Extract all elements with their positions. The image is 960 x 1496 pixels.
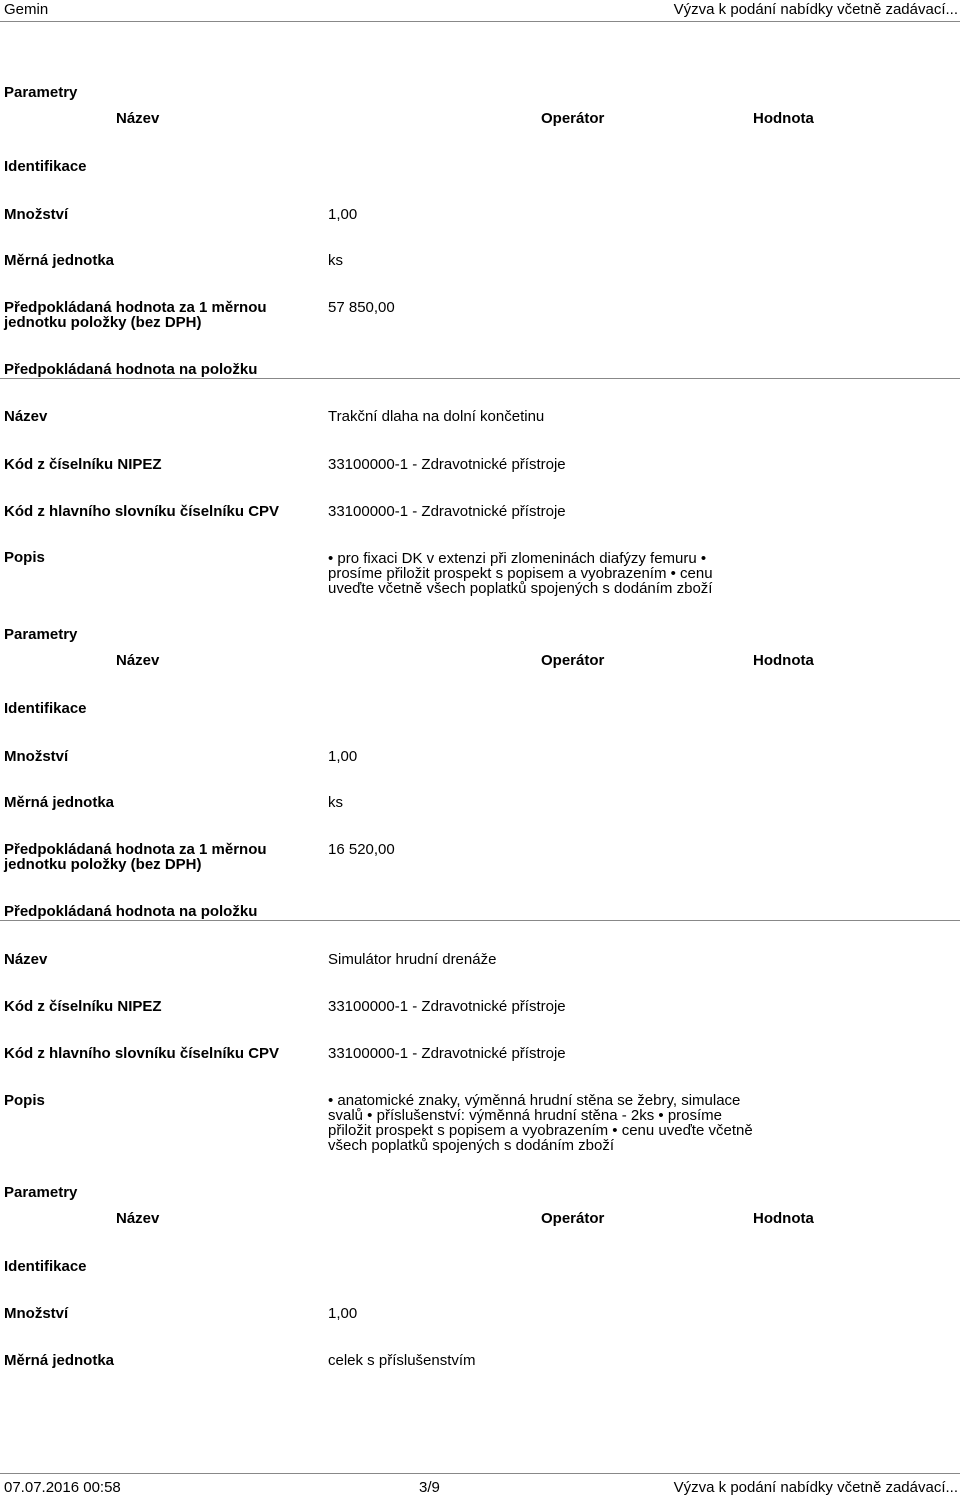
quantity-value: 1,00 — [328, 206, 358, 223]
section-divider — [0, 378, 960, 379]
description-value: • anatomické znaky, výměnná hrudní stěna se žebry, simulace svalů • příslušenství: výměnná hrudní stěna - 2ks • prosíme přiložit prospekt s popisem a vyobrazením • cenu uveďte včetně všech poplatků spojených s dodáním zboží — [328, 1092, 753, 1154]
parameters-heading: Parametry — [4, 626, 78, 643]
unit-price-label-line2: jednotku položky (bez DPH) — [4, 856, 202, 873]
quantity-value: 1,00 — [328, 1305, 358, 1322]
identification-heading: Identifikace — [4, 1258, 87, 1275]
parameters-heading: Parametry — [4, 84, 78, 101]
footer-document-title: Výzva k podání nabídky včetně zadávací... — [673, 1479, 958, 1496]
unit-price-label-line1: Předpokládaná hodnota za 1 měrnou — [4, 299, 267, 316]
unit-value: ks — [328, 252, 343, 269]
params-col-value: Hodnota — [753, 1210, 814, 1227]
identification-heading: Identifikace — [4, 158, 87, 175]
params-col-operator: Operátor — [541, 1210, 605, 1227]
parameters-heading: Parametry — [4, 1184, 78, 1201]
unit-price-label-line1: Předpokládaná hodnota za 1 měrnou — [4, 841, 267, 858]
item-value-heading: Předpokládaná hodnota na položku — [4, 361, 258, 378]
section-divider — [0, 920, 960, 921]
footer-page-number: 3/9 — [419, 1479, 440, 1496]
params-col-name: Název — [116, 652, 160, 669]
cpv-value: 33100000-1 - Zdravotnické přístroje — [328, 503, 566, 520]
params-col-value: Hodnota — [753, 652, 814, 669]
header-divider — [0, 21, 960, 22]
quantity-label: Množství — [4, 206, 69, 223]
unit-label: Měrná jednotka — [4, 252, 115, 269]
params-col-name: Název — [116, 1210, 160, 1227]
header-title: Gemin — [4, 1, 49, 18]
cpv-label: Kód z hlavního slovníku číselníku CPV — [4, 1045, 280, 1062]
quantity-label: Množství — [4, 748, 69, 765]
nipez-value: 33100000-1 - Zdravotnické přístroje — [328, 998, 566, 1015]
cpv-label: Kód z hlavního slovníku číselníku CPV — [4, 503, 280, 520]
footer-date: 07.07.2016 00:58 — [4, 1479, 121, 1496]
item-name-value: Simulátor hrudní drenáže — [328, 951, 497, 968]
unit-price-value: 16 520,00 — [328, 841, 395, 858]
unit-value: celek s příslušenstvím — [328, 1352, 476, 1369]
unit-label: Měrná jednotka — [4, 794, 115, 811]
params-col-operator: Operátor — [541, 652, 605, 669]
description-label: Popis — [4, 549, 45, 566]
params-col-value: Hodnota — [753, 110, 814, 127]
params-col-name: Název — [116, 110, 160, 127]
unit-label: Měrná jednotka — [4, 1352, 115, 1369]
nipez-label: Kód z číselníku NIPEZ — [4, 456, 162, 473]
item-value-heading: Předpokládaná hodnota na položku — [4, 903, 258, 920]
item-name-value: Trakční dlaha na dolní končetinu — [328, 408, 545, 425]
item-name-label: Název — [4, 951, 48, 968]
identification-heading: Identifikace — [4, 700, 87, 717]
unit-price-label-line2: jednotku položky (bez DPH) — [4, 314, 202, 331]
header-document-title: Výzva k podání nabídky včetně zadávací... — [673, 1, 958, 18]
quantity-value: 1,00 — [328, 748, 358, 765]
cpv-value: 33100000-1 - Zdravotnické přístroje — [328, 1045, 566, 1062]
unit-value: ks — [328, 794, 343, 811]
description-label: Popis — [4, 1092, 45, 1109]
nipez-value: 33100000-1 - Zdravotnické přístroje — [328, 456, 566, 473]
params-col-operator: Operátor — [541, 110, 605, 127]
description-value: • pro fixaci DK v extenzi při zlomeninách diafýzy femuru • prosíme přiložit prospekt s popisem a vyobrazením • cenu uveďte včetně všech poplatků spojených s dodáním zboží — [328, 550, 713, 597]
quantity-label: Množství — [4, 1305, 69, 1322]
nipez-label: Kód z číselníku NIPEZ — [4, 998, 162, 1015]
item-name-label: Název — [4, 408, 48, 425]
unit-price-value: 57 850,00 — [328, 299, 395, 316]
footer-divider — [0, 1473, 960, 1474]
